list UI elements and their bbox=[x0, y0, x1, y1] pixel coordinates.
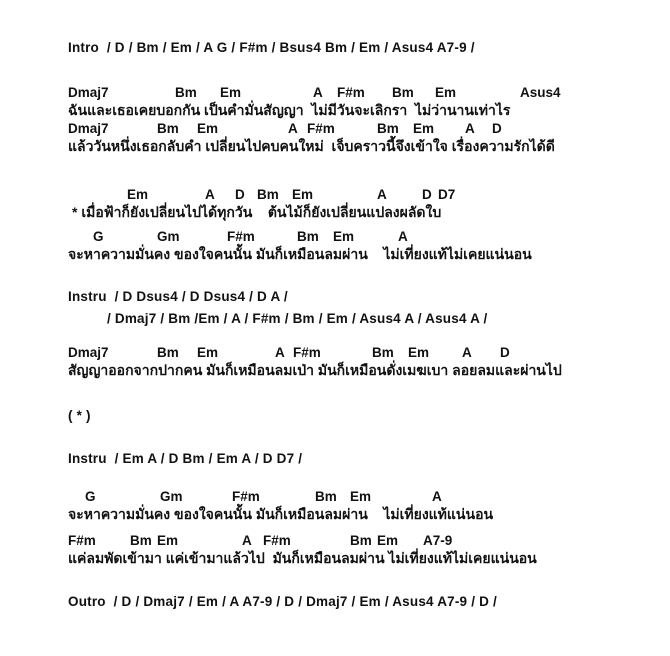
chord-token: F#m bbox=[307, 121, 335, 136]
chord-token: Bm bbox=[315, 489, 337, 504]
section-label: Instru / D Dsus4 / D Dsus4 / D A / bbox=[68, 289, 288, 304]
chord-token: Asus4 bbox=[520, 85, 561, 100]
chord-token: Em bbox=[377, 533, 399, 548]
chord-token: D bbox=[492, 121, 502, 136]
chord-token: A bbox=[465, 121, 475, 136]
chord-token: F#m bbox=[227, 229, 255, 244]
chord-token: Bm bbox=[157, 121, 179, 136]
chord-token: Em bbox=[127, 187, 149, 202]
chord-token: Em bbox=[197, 345, 219, 360]
section-label: / Dmaj7 / Bm /Em / A / F#m / Bm / Em / Asus4 A / Asus4 A / bbox=[107, 311, 488, 326]
chord-token: Em bbox=[220, 85, 242, 100]
chord-token: A7-9 bbox=[423, 533, 453, 548]
chord-token: F#m bbox=[337, 85, 365, 100]
section-label: Outro / D / Dmaj7 / Em / A A7-9 / D / Dmaj7 / Em / Asus4 A7-9 / D / bbox=[68, 594, 497, 609]
chord-token: Em bbox=[408, 345, 430, 360]
chord-token: Bm bbox=[392, 85, 414, 100]
lyric-line: แค่ลมพัดเข้ามา แค่เข้ามาแล้วไป มันก็เหมือนลมผ่าน ไม่เที่ยงแท้ไม่เคยแน่นอน bbox=[68, 550, 537, 566]
chord-token: A bbox=[313, 85, 323, 100]
chord-token: A bbox=[288, 121, 298, 136]
chord-token: Bm bbox=[175, 85, 197, 100]
chord-token: Bm bbox=[377, 121, 399, 136]
chord-token: A bbox=[275, 345, 285, 360]
chord-token: Dmaj7 bbox=[68, 85, 109, 100]
chord-token: Bm bbox=[297, 229, 319, 244]
lyric-line: * เมื่อฟ้าก็ยังเปลี่ยนไปได้ทุกวัน ต้นไม้ก็ยังเปลี่ยนแปลงผลัดใบ bbox=[72, 204, 442, 220]
chord-token: A bbox=[398, 229, 408, 244]
chord-token: Em bbox=[350, 489, 372, 504]
chord-token: A bbox=[242, 533, 252, 548]
section-label: Instru / Em A / D Bm / Em A / D D7 / bbox=[68, 451, 303, 466]
chord-token: Bm bbox=[257, 187, 279, 202]
chord-token: A bbox=[432, 489, 442, 504]
chord-token: Dmaj7 bbox=[68, 121, 109, 136]
chord-token: Bm bbox=[130, 533, 152, 548]
chord-token: A bbox=[377, 187, 387, 202]
chord-token: F#m bbox=[263, 533, 291, 548]
chord-token: F#m bbox=[68, 533, 96, 548]
chord-token: D bbox=[235, 187, 245, 202]
lyric-line: จะหาความมั่นคง ของใจคนนั้น มันก็เหมือนลมผ่าน ไม่เที่ยงแท้ไม่เคยแน่นอน bbox=[68, 246, 532, 262]
lyric-line: สัญญาออกจากปากคน มันก็เหมือนลมเป่า มันก็เหมือนดั่งเมฆเบา ลอยลมและผ่านไป bbox=[68, 362, 562, 378]
chord-token: A bbox=[205, 187, 215, 202]
chord-token: Em bbox=[413, 121, 435, 136]
chord-token: Dmaj7 bbox=[68, 345, 109, 360]
chord-token: D bbox=[422, 187, 432, 202]
chord-token: Gm bbox=[157, 229, 180, 244]
chord-token: G bbox=[85, 489, 96, 504]
chord-token: D bbox=[500, 345, 510, 360]
chord-token: Bm bbox=[372, 345, 394, 360]
chord-token: Em bbox=[197, 121, 219, 136]
chord-token: Bm bbox=[157, 345, 179, 360]
chord-token: F#m bbox=[293, 345, 321, 360]
chord-token: D7 bbox=[438, 187, 456, 202]
chord-token: Gm bbox=[160, 489, 183, 504]
section-label: ( * ) bbox=[68, 408, 91, 423]
section-label: Intro / D / Bm / Em / A G / F#m / Bsus4 Bm / Em / Asus4 A7-9 / bbox=[68, 40, 475, 55]
chord-token: Em bbox=[292, 187, 314, 202]
chord-token: Em bbox=[333, 229, 355, 244]
lyric-line: ฉันและเธอเคยบอกกัน เป็นคำมั่นสัญญา ไม่มีวันจะเลิกรา ไม่ว่านานเท่าไร bbox=[68, 102, 511, 118]
lyric-line: แล้ววันหนึ่งเธอกลับคำ เปลี่ยนไปคบคนใหม่ เจ็บคราวนี้จึงเข้าใจ เรื่องความรักได้ดี bbox=[68, 138, 555, 154]
lyric-line: จะหาความมั่นคง ของใจคนนั้น มันก็เหมือนลมผ่าน ไม่เที่ยงแท้แน่นอน bbox=[68, 506, 494, 522]
chord-token: G bbox=[93, 229, 104, 244]
chord-token: A bbox=[462, 345, 472, 360]
chord-token: Em bbox=[157, 533, 179, 548]
chord-token: F#m bbox=[232, 489, 260, 504]
chord-token: Bm bbox=[350, 533, 372, 548]
chord-token: Em bbox=[435, 85, 457, 100]
